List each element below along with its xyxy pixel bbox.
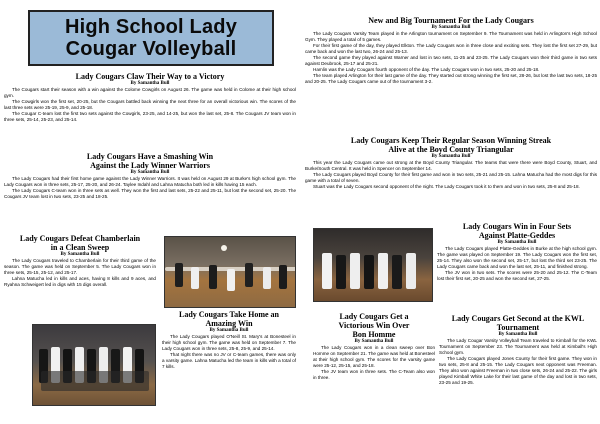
masthead bbox=[28, 10, 274, 66]
left-column bbox=[4, 2, 298, 422]
article-boyd-county bbox=[305, 136, 597, 190]
article-paragraph: The Lady Cougars traveled to Chamberlain for their third game of the season. The game was held on September 5. The Lady Cougars won in three sets, 25-15, 25-12, and 25-17. bbox=[4, 258, 156, 275]
article-paragraph: The Lady Cougars won in a clean sweep over Bon Homme on September 21. The game was held at Bonesteel at their high school gym. The scores for the varsity game were 25-12, 25-15, and 25-18. bbox=[313, 345, 435, 368]
article-paragraph: The JV won in two sets. The scores were 25-20 and 25-12. The C-Team lost their first set, 20-25 and won the second set, 27-25. bbox=[437, 270, 597, 281]
article-paragraph: The Lady Cougar Varsity Volleyball Team traveled to Kimball for the KWL Tournament on September 23. The Tournament was held at Kimball's High School gym. bbox=[439, 338, 597, 355]
article-paragraph: The second game they played against Warner and lost in two sets, 11-25 and 23-25. The Lady Cougars won their third game in two sets against Deubrook, 25-17 and 25-21. bbox=[305, 55, 597, 66]
article-paragraph: This year the Lady Cougars came out strong at the Boyd County Triangular. The teams that were there were Boyd County, Stuart, and Burke/South Central. It was held in Spencer on September 14. bbox=[305, 160, 597, 171]
article-paragraph: The Lady Cougars played Jones County for their first game. They won in two sets, 25-8 and 25-15. The Lady Cougars next opponent was Freeman. They also won against Freeman in two close sets, 26-24 and 25-22. The girls played Kimball White Lake for their last game of the day and lost in two sets, 23-25 and 19-25. bbox=[439, 356, 597, 385]
article-kwl-tournament bbox=[439, 314, 597, 386]
article-home-win bbox=[162, 310, 296, 370]
team-huddle-photo bbox=[313, 228, 433, 302]
masthead-line-1: High School Lady bbox=[64, 16, 238, 38]
volleyball-action-photo bbox=[164, 236, 296, 308]
article-paragraph: The Lady Cougars had their first home game against the Lady Winner Warriors. It was held on August 29 at Burke's high school gym. The Lady Cougars won in three sets, 25-17, 25-20, and 26-24. Taylee Indahl and Lahna Matucha both led in kills having 15 each. bbox=[4, 176, 296, 187]
article-arlington-tournament bbox=[305, 16, 597, 85]
article-paragraph: Hamlin was the Lady Cougars fourth opponent of the day. The Lady Cougars won in two sets, 25-20 and 25-18. bbox=[313, 67, 540, 72]
article-byline: By Samantha Bull bbox=[498, 332, 538, 337]
article-paragraph: The Lady Cougars Varsity Team played in the Arlington tournament on September 9. The Tournament was held in Arlington's High School Gym. They played a total of 5 games. bbox=[305, 31, 597, 42]
article-paragraph: Lahna Matucha led in kills and aces, having 8 kills and 9 aces, and Ryahna Schweigert led in digs with 15 digs overall. bbox=[4, 276, 156, 287]
right-column bbox=[305, 2, 597, 422]
article-title: Lady Cougars Have a Smashing Win Against the Lady Winner Warriors bbox=[86, 152, 214, 170]
article-title: Lady Cougars Claw Their Way to a Victory bbox=[75, 72, 225, 81]
article-title: Lady Cougars Defeat Chamberlain in a Clean Sweep bbox=[19, 234, 141, 252]
article-paragraph: The Cowgirls won the first set, 20-25, but the Cougars battled back winning the next three for an overall victorious win. The scores of the last three sets were 25-19, 25-9, and 25-18. bbox=[4, 99, 296, 110]
article-paragraph: The Lady Cougars played Platte-Geddes in Burke at the high school gym. The game was played on September 19. The Lady Cougars won the first set, 25-14. They also won the second set, 25-17, but lost the third set 23-25. The Lady Cougars came back and won the last set, 25-11, and finished strong. bbox=[437, 246, 597, 269]
article-title: Lady Cougars Win in Four Sets Against Platte-Geddes bbox=[462, 222, 572, 240]
article-byline: By Samantha Bull bbox=[431, 154, 471, 159]
article-paragraph: The Lady Cougars played Boyd County for their first game and won in two sets, 25-21 and 25-15. Lahna Matucha had the most digs for this game with a total of seven. bbox=[305, 172, 597, 183]
article-title: Lady Cougars Take Home an Amazing Win bbox=[178, 310, 280, 328]
article-byline: By Samantha Bull bbox=[130, 170, 170, 175]
article-platte-geddes bbox=[437, 222, 597, 282]
article-paragraph: For their first game of the day, they played Elkton. The Lady Cougars won in three close and exciting sets. They lost the first set 27-29, but came back and won the last two, 26-24 and 25-13. bbox=[305, 43, 597, 54]
article-smashing-win bbox=[4, 152, 296, 200]
article-paragraph: That night there was no JV or C-team games, there was only a varsity game. Lahna Matucha led the team in kills with a total of 7 kills. bbox=[162, 352, 296, 369]
article-bon-homme bbox=[313, 312, 435, 381]
article-paragraph: The Cougar C-team lost the first two sets against the Cowgirls, 23-25, and 14-25, but won the last set, 25-8. The Cougars JV team won in three sets, 25-14, 25-23, and 25-14. bbox=[4, 111, 296, 122]
article-chamberlain bbox=[4, 234, 156, 288]
team-group-photo bbox=[32, 324, 156, 406]
article-title: Lady Cougars Get Second at the KWL Tournament bbox=[451, 314, 585, 332]
article-title: New and Big Tournament For the Lady Cougars bbox=[368, 16, 534, 25]
article-title: Lady Cougars Get a Victorious Win Over Bon Homme bbox=[338, 312, 410, 339]
article-byline: By Samantha Bull bbox=[60, 252, 100, 257]
article-title: Lady Cougars Keep Their Regular Season Winning Streak Alive at the Boyd County Triangular bbox=[350, 136, 552, 154]
article-byline: By Samantha Bull bbox=[130, 81, 170, 86]
masthead-line-2: Cougar Volleyball bbox=[65, 38, 237, 60]
article-byline: By Samantha Bull bbox=[354, 339, 394, 344]
article-claw bbox=[4, 72, 296, 123]
article-byline: By Samantha Bull bbox=[431, 25, 471, 30]
article-paragraph: Stuart was the Lady Cougars second opponent of the night. The Lady Cougars took it to them and won in two sets, 25-8 and 25-18. bbox=[313, 184, 580, 189]
article-byline: By Samantha Bull bbox=[209, 328, 249, 333]
article-paragraph: The JV team won in three sets. The C-Team also won in three. bbox=[313, 369, 435, 380]
article-byline: By Samantha Bull bbox=[497, 240, 537, 245]
article-paragraph: The Lady Cougars played O'Neill St. Mary's at Bonesteel in their high school gym. The game was held on September 7. The Lady Cougars won in three sets, 25-8, 25-9, and 25-14. bbox=[162, 334, 296, 351]
article-paragraph: The team played Arlington for their last game of the day. They started out strong winning the first set, 28-26, but lost the last two sets, 18-25 and 20-25. The Lady Cougars came out of the tournament 3-2. bbox=[305, 73, 597, 84]
article-paragraph: The Lady Cougars C-team won in three sets as well. They won the first and last sets, 25-22 and 25-11, but lost the second set, 25-20. The Cougars JV team lost in two sets, 23-25 and 18-25. bbox=[4, 188, 296, 199]
article-paragraph: The Cougars start their season with a win against the Colome Cowgirls on August 26. The game was held in Colome at their high school gym. bbox=[4, 87, 296, 98]
